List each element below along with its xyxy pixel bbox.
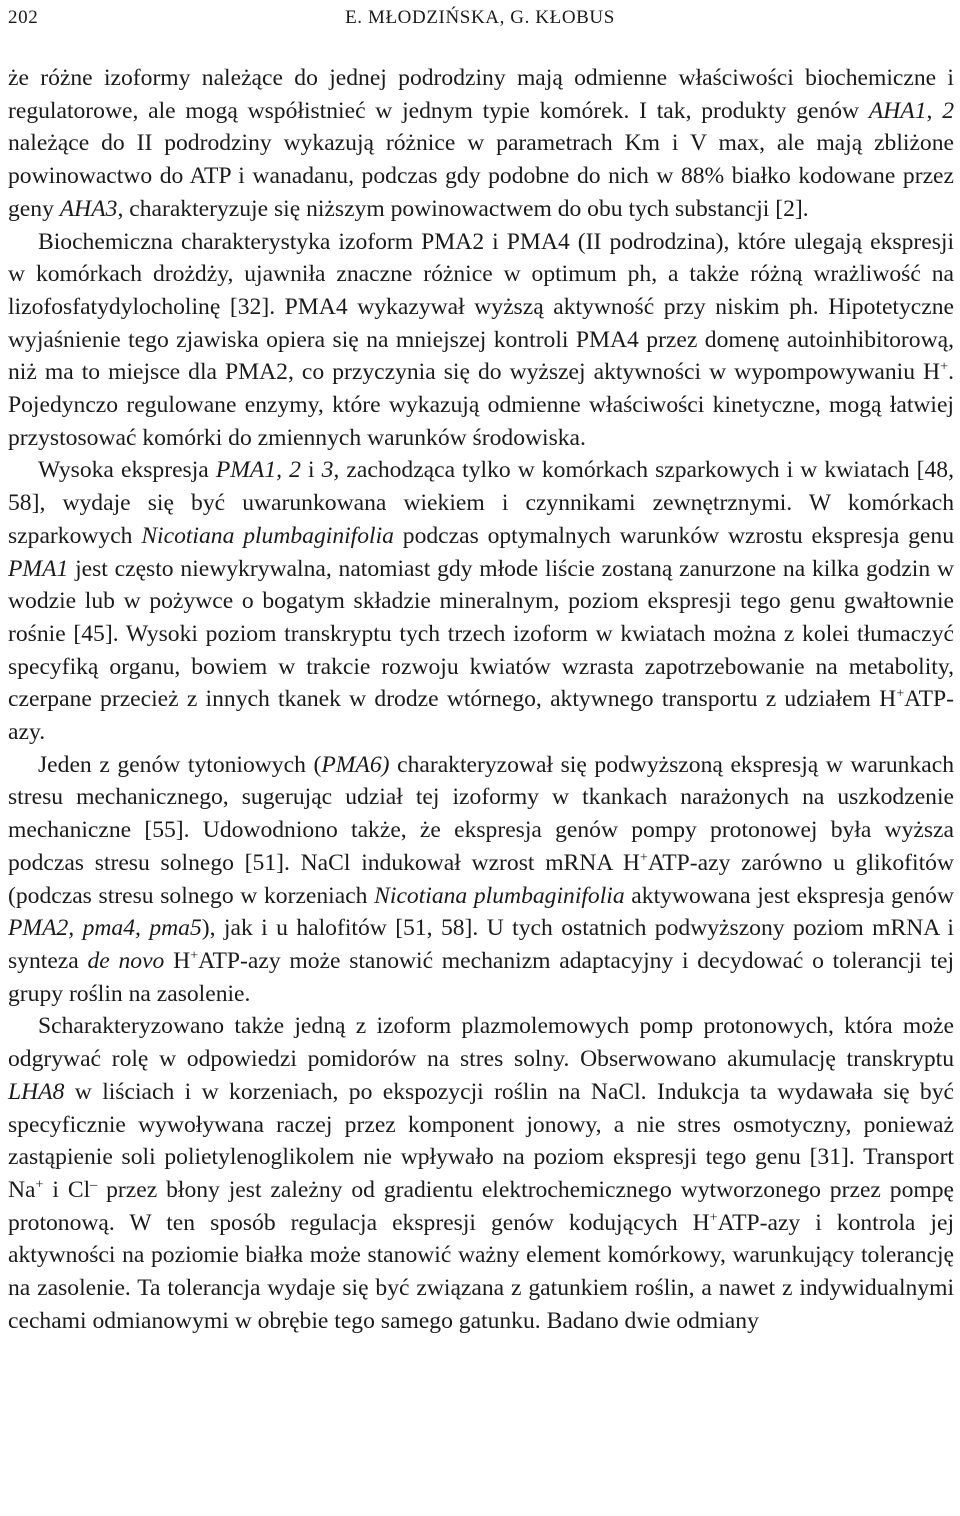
superscript: + xyxy=(709,1209,718,1226)
text-run: Scharakteryzowano także jedną z izoform plazmolemowych pomp protonowych, która może odgrywać rolę w odpowiedzi pomidorów na stres solny. Obserwowano akumulację transkryptu xyxy=(8,1013,954,1073)
text-run: ), jak i u halofitów [51, 58]. U tych ostatnich podwyższony poziom mRNA i synteza xyxy=(8,915,954,974)
text-run: należące do II podrodziny wykazują różnice w parametrach Km i V max, ale mają zbliżone powinowactwo do ATP i wanadanu, podczas gdy podobne do nich w 88% białko kodowane przez geny xyxy=(8,130,954,222)
text-run: Biochemiczna charakterystyka izoform PMA2 i PMA4 (II podrodzina), które ulegają ekspresji w komórkach drożdży, ujawniła znaczne różnice w optimum ph, a także różną wrażliwość na lizofosfatydylocholinę [32]. PMA4 wykazywał wyższą aktywność przy niskim ph. Hipotetyczne wyjaśnienie tego zjawiska opiera się na mniejszej kontroli PMA4 przez domenę autoinhibitorową, niż ma to miejsce dla PMA2, co przyczynia się do wyższej aktywności w wypompowywaniu H xyxy=(8,228,954,386)
page-number: 202 xyxy=(8,7,39,28)
italic-text: Nicotiana plumbaginifolia xyxy=(374,882,625,909)
text-run: zachodząca tylko w komórkach szparkowych i w kwiatach [48, 58], wydaje się być uwarunkowana wiekiem i czynnikami zewnętrznymi. W komórkach szparkowych xyxy=(8,457,954,549)
text-run: podczas optymalnych warunków wzrostu ekspresja genu xyxy=(393,522,954,549)
superscript: + xyxy=(35,1176,44,1193)
superscript: + xyxy=(639,849,648,866)
paragraph xyxy=(8,749,954,1011)
text-run: Wysoka ekspresja xyxy=(38,457,216,484)
text-run: H xyxy=(164,947,191,974)
superscript: – xyxy=(90,1176,98,1193)
superscript: + xyxy=(896,685,905,702)
paragraph xyxy=(8,62,954,226)
paragraph xyxy=(8,454,954,748)
italic-text: PMA1, 2 xyxy=(215,457,301,484)
italic-text: PMA6) xyxy=(321,751,390,778)
text-run: w liściach i w korzeniach, po ekspozycji roślin na NaCl. Indukcja ta wydawała się być specyficznie wywoływana raczej przez komponent jonowy, a nie stres osmotyczny, ponieważ zastąpienie soli polietylenoglikolem nie wpływało na poziom ekspresji tego genu [31]. Transport Na xyxy=(8,1078,954,1203)
body-text xyxy=(8,62,954,1337)
italic-text: 2 xyxy=(942,97,954,124)
paragraph xyxy=(8,226,954,455)
italic-text: 3, xyxy=(321,457,340,484)
text-run: ATP-azy może stanowić mechanizm adaptacyjny i decydować o tolerancji tej grupy roślin na zasolenie. xyxy=(8,947,954,1007)
italic-text: de novo xyxy=(87,947,165,974)
text-run: i Cl xyxy=(43,1176,91,1203)
italic-text: AHA1 xyxy=(868,97,927,124)
italic-text: PMA1 xyxy=(8,555,69,582)
italic-text: AHA3 xyxy=(59,195,118,222)
italic-text: LHA8 xyxy=(8,1078,65,1105)
text-run: ATP-azy i kontrola jej aktywności na poziomie białka może stanowić ważny element komórkowy, warunkujący tolerancję na zasolenie. Ta tolerancja wydaje się być związana z gatunkiem roślin, a nawet z indywidualnymi cechami odmianowymi w obrębie tego samego gatunku. Badano dwie odmiany xyxy=(8,1209,954,1334)
text-run: ATP-azy zarówno u glikofitów (podczas stresu solnego w korzeniach xyxy=(8,849,954,909)
text-run: . Pojedynczo regulowane enzymy, które wykazują odmienne właściwości kinetyczne, mogą łatwiej przystosować komórki do zmiennych warunków środowiska. xyxy=(8,359,954,451)
text-run: ATP-azy. xyxy=(8,686,954,746)
text-run: , xyxy=(926,97,943,124)
text-run: charakteryzował się podwyższoną ekspresją w warunkach stresu mechanicznego, sugerując udział tej izoformy w tkankach narażonych na uszkodzenie mechaniczne [55]. Udowodniono także, że ekspresja genów pompy protonowej była wyższa podczas stresu solnego [51]. NaCl indukował wzrost mRNA H xyxy=(8,751,954,876)
text-run: , charakteryzuje się niższym powinowactwem do obu tych substancji [2]. xyxy=(117,195,809,222)
text-run: aktywowana jest ekspresja genów xyxy=(624,882,954,909)
superscript: + xyxy=(940,358,949,375)
text-run: jest często niewykrywalna, natomiast gdy młode liście zostaną zanurzone na kilka godzin w wodzie lub w pożywce o bogatym składzie mineralnym, poziom ekspresji tego genu gwałtownie rośnie [45]. Wysoki poziom transkryptu tych trzech izoform w kwiatach można z kolei tłumaczyć specyfiką organu, bowiem w trakcie rozwoju kwiatów wzrasta zapotrzebowanie na metabolity, czerpane przecież z innych tkanek w drodze wtórnego, aktywnego transportu z udziałem H xyxy=(8,555,954,713)
superscript: + xyxy=(190,947,199,964)
text-run: że różne izoformy należące do jednej podrodziny mają odmienne właściwości biochemiczne i regulatorowe, ale mogą współistnieć w jednym typie komórek. I tak, produkty genów xyxy=(8,65,954,124)
italic-text: Nicotiana plumbaginifolia xyxy=(141,522,394,549)
paragraph xyxy=(8,1010,954,1337)
page-header xyxy=(8,4,952,32)
italic-text: PMA2, pma4, pma5 xyxy=(8,915,202,942)
running-title: E. MŁODZIŃSKA, G. KŁOBUS xyxy=(345,7,615,28)
text-run: i xyxy=(300,457,322,484)
text-run: przez błony jest zależny od gradientu elektrochemicznego wytworzonego przez pompę protonową. W ten sposób regulacja ekspresji genów kodujących H xyxy=(8,1176,954,1236)
text-run: Jeden z genów tytoniowych ( xyxy=(38,751,322,778)
